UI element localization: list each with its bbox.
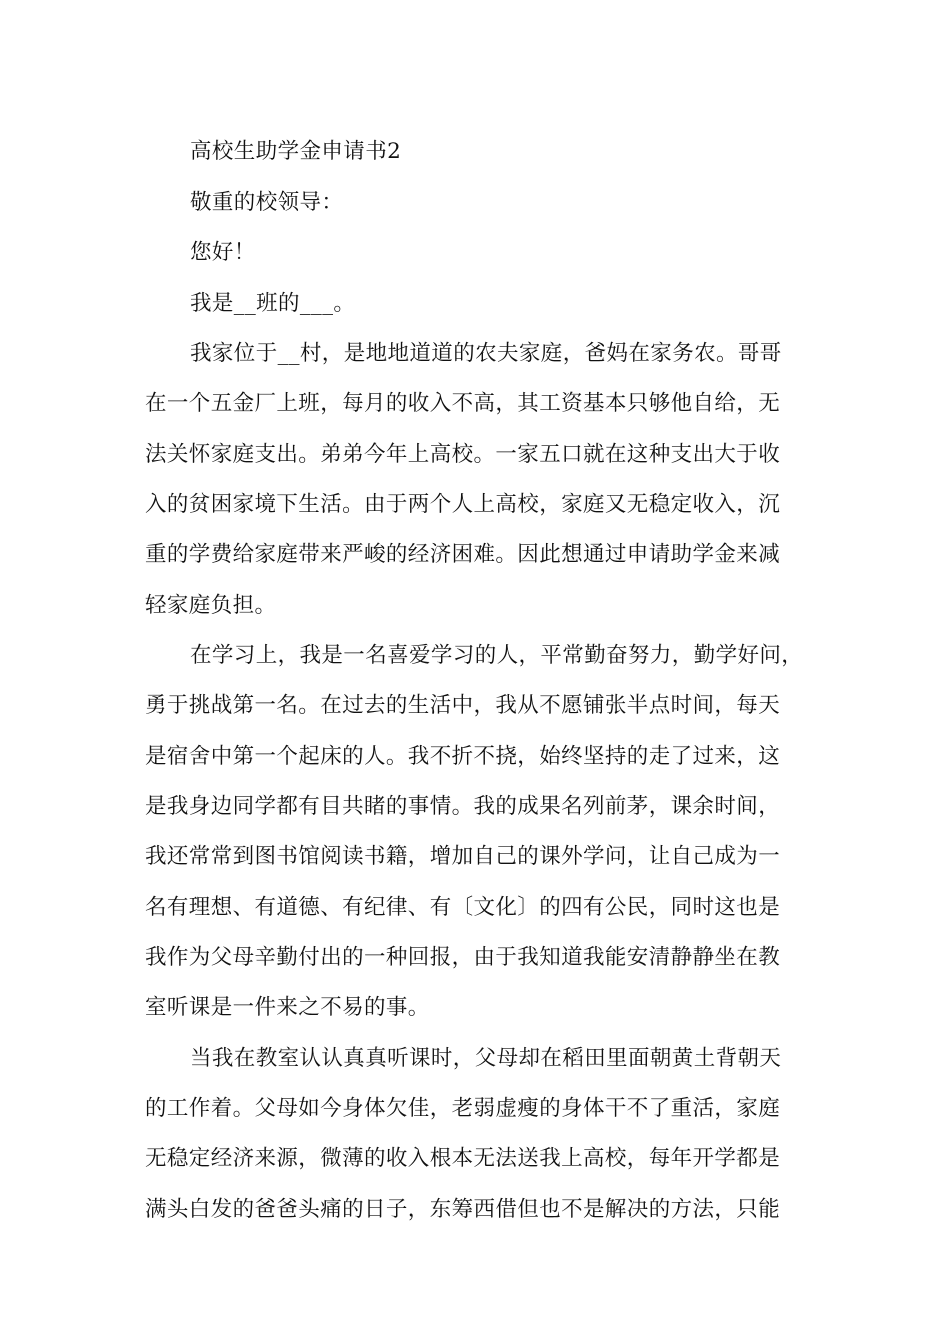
paragraph-1-line: 入的贫困家境下生活。由于两个人上高校，家庭又无稳定收入，沉 — [145, 492, 781, 517]
paragraph-2-line: 在学习上，我是一名喜爱学习的人，平常勤奋努力，勤学好问， — [190, 643, 804, 668]
paragraph-2-line: 我还常常到图书馆阅读书籍，增加自己的课外学问，让自己成为一 — [145, 844, 781, 869]
paragraph-3-line: 当我在教室认认真真听课时，父母却在稻田里面朝黄土背朝天 — [190, 1046, 782, 1071]
paragraph-3-line: 的工作着。父母如今身体欠佳，老弱虚瘦的身体干不了重活，家庭 — [145, 1096, 781, 1121]
paragraph-2-line: 是我身边同学都有目共睹的事情。我的成果名列前茅，课余时间， — [145, 794, 781, 819]
paragraph-1-line: 我家位于__村，是地地道道的农夫家庭，爸妈在家务农。哥哥 — [190, 341, 782, 366]
paragraph-1-line: 轻家庭负担。 — [145, 593, 277, 618]
paragraph-1-line: 重的学费给家庭带来严峻的经济困难。因此想通过申请助学金来减 — [145, 542, 781, 567]
paragraph-3-line: 无稳定经济来源，微薄的收入根本无法送我上高校，每年开学都是 — [145, 1146, 781, 1171]
paragraph-3-line: 满头白发的爸爸头痛的日子，东筹西借但也不是解决的方法，只能 — [145, 1197, 781, 1222]
paragraph-2-line: 是宿舍中第一个起床的人。我不折不挠，始终坚持的走了过来，这 — [145, 744, 781, 769]
paragraph-2-line: 室听课是一件来之不易的事。 — [145, 995, 430, 1020]
salutation: 敬重的校领导： — [190, 190, 344, 215]
paragraph-1-line: 法关怀家庭支出。弟弟今年上高校。一家五口就在这种支出大于收 — [145, 442, 781, 467]
document-title: 高校生助学金申请书2 — [190, 139, 402, 164]
paragraph-2-line: 勇于挑战第一名。在过去的生活中，我从不愿铺张半点时间，每天 — [145, 693, 781, 718]
paragraph-2-line: 名有理想、有道德、有纪律、有〔文化〕的四有公民，同时这也是 — [145, 895, 781, 920]
paragraph-2-line: 我作为父母辛勤付出的一种回报，由于我知道我能安清静静坐在教 — [145, 945, 781, 970]
greeting: 您好！ — [190, 240, 256, 265]
intro-line: 我是__班的___。 — [190, 291, 356, 316]
paragraph-1-line: 在一个五金厂上班，每月的收入不高，其工资基本只够他自给，无 — [145, 391, 781, 416]
